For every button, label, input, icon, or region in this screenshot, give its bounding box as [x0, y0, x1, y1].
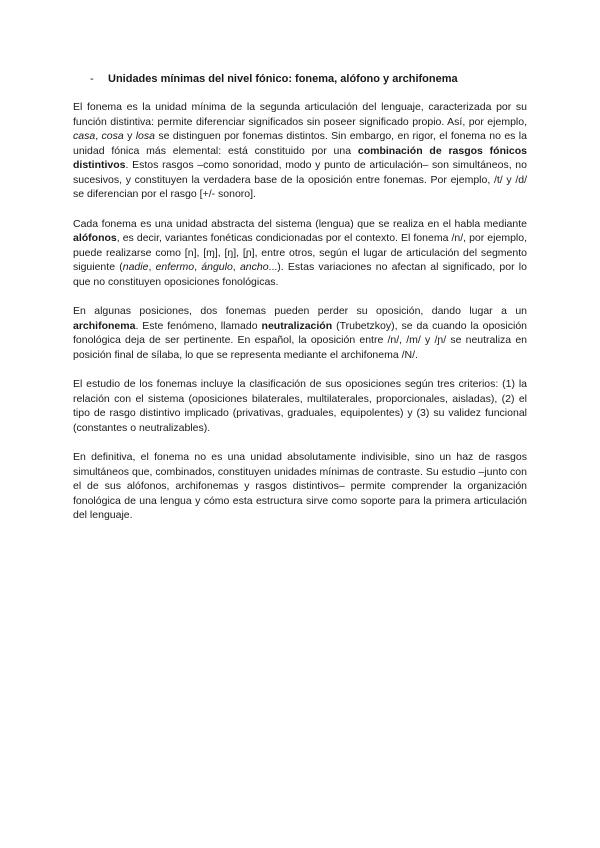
text-run: se distinguen por fonemas distintos. Sin embargo, en rigor, el fonema no es la unidad fónica más elemental: está constituido por una [73, 130, 527, 157]
text-run: , [148, 261, 156, 273]
paragraph [73, 100, 527, 202]
paragraph [73, 450, 527, 523]
italic-example: ancho [239, 261, 269, 273]
section-heading [90, 72, 458, 86]
section-heading-text: Unidades mínimas del nivel fónico: fonema, alófono y archifonema [108, 73, 458, 85]
italic-example: cosa [101, 130, 124, 142]
text-run: Cada fonema es una unidad abstracta del sistema (lengua) que se realiza en el habla mediante [73, 217, 527, 230]
text-run: , es decir, variantes fonéticas condicionadas por el contexto. El fonema /n/, por ejemplo, puede realizarse como [n], [ɱ], [ŋ], [ɲ], entre otros, según el lugar de articulación del segmento siguiente ( [73, 232, 527, 273]
text-run: . Estos rasgos –como sonoridad, modo y punto de articulación– son simultáneos, no sucesivos, y constituyen la verdadera base de la oposición entre fonemas. Por ejemplo, /t/ y /d/ se diferencian por el rasgo [+/- sonoro]. [73, 159, 527, 200]
text-run: , [95, 130, 102, 142]
italic-example: losa [135, 130, 155, 142]
text-run: y [123, 130, 136, 142]
italic-example: ángulo [201, 261, 233, 273]
text-run: El estudio de los fonemas incluye la clasificación de sus oposiciones según tres criterios: (1) la relación con el sistema (oposiciones bilaterales, multilaterales, proporcionales, aisladas), (2) el tipo de rasgo distintivo implicado (privativas, graduales, equipolentes) y (3) su validez funcional (constantes o neutralizables). [73, 378, 527, 434]
text-run: ...). Estas variaciones no afectan al significado, por lo que no constituyen oposiciones fonológicas. [73, 261, 527, 288]
bold-term: alófonos [73, 232, 117, 244]
bold-term: combinación de rasgos fónicos distintivos [73, 144, 527, 171]
text-run: , [232, 261, 240, 273]
paragraph [73, 377, 527, 435]
paragraph [73, 304, 527, 362]
italic-example: casa [73, 130, 96, 142]
text-run: El fonema es la unidad mínima de la segunda articulación del lenguaje, caracterizada por su función distintiva: permite diferenciar significados sin poseer significado propio. Así, por ejemplo, [73, 101, 527, 128]
italic-example: enfermo [155, 261, 195, 273]
text-run: . Este fenómeno, llamado [135, 319, 262, 332]
text-run: En algunas posiciones, dos fonemas pueden perder su oposición, dando lugar a un [73, 305, 527, 317]
text-run: (Trubetzkoy), se da cuando la oposición fonológica deja de ser pertinente. En español, la oposición entre /n/, /m/ y /ɲ/ se neutraliza en posición final de sílaba, lo que se representa mediante el archifonema /N/. [73, 319, 527, 361]
bold-term: archifonema [73, 319, 136, 332]
italic-example: nadie [122, 261, 149, 273]
list-bullet: - [90, 73, 94, 85]
bold-term: neutralización [261, 319, 333, 332]
document-body [73, 100, 527, 538]
text-run: , [194, 261, 202, 273]
text-run: En definitiva, el fonema no es una unidad absolutamente indivisible, sino un haz de rasgos simultáneos que, combinados, constituyen unidades mínimas de contraste. Su estudio –junto con el de sus alófonos, archifonemas y rasgos distintivos– permite comprender la organización fonológica de una lengua y cómo esta estructura sirve como soporte para la primera articulación del lenguaje. [73, 451, 527, 521]
paragraph [73, 217, 527, 290]
